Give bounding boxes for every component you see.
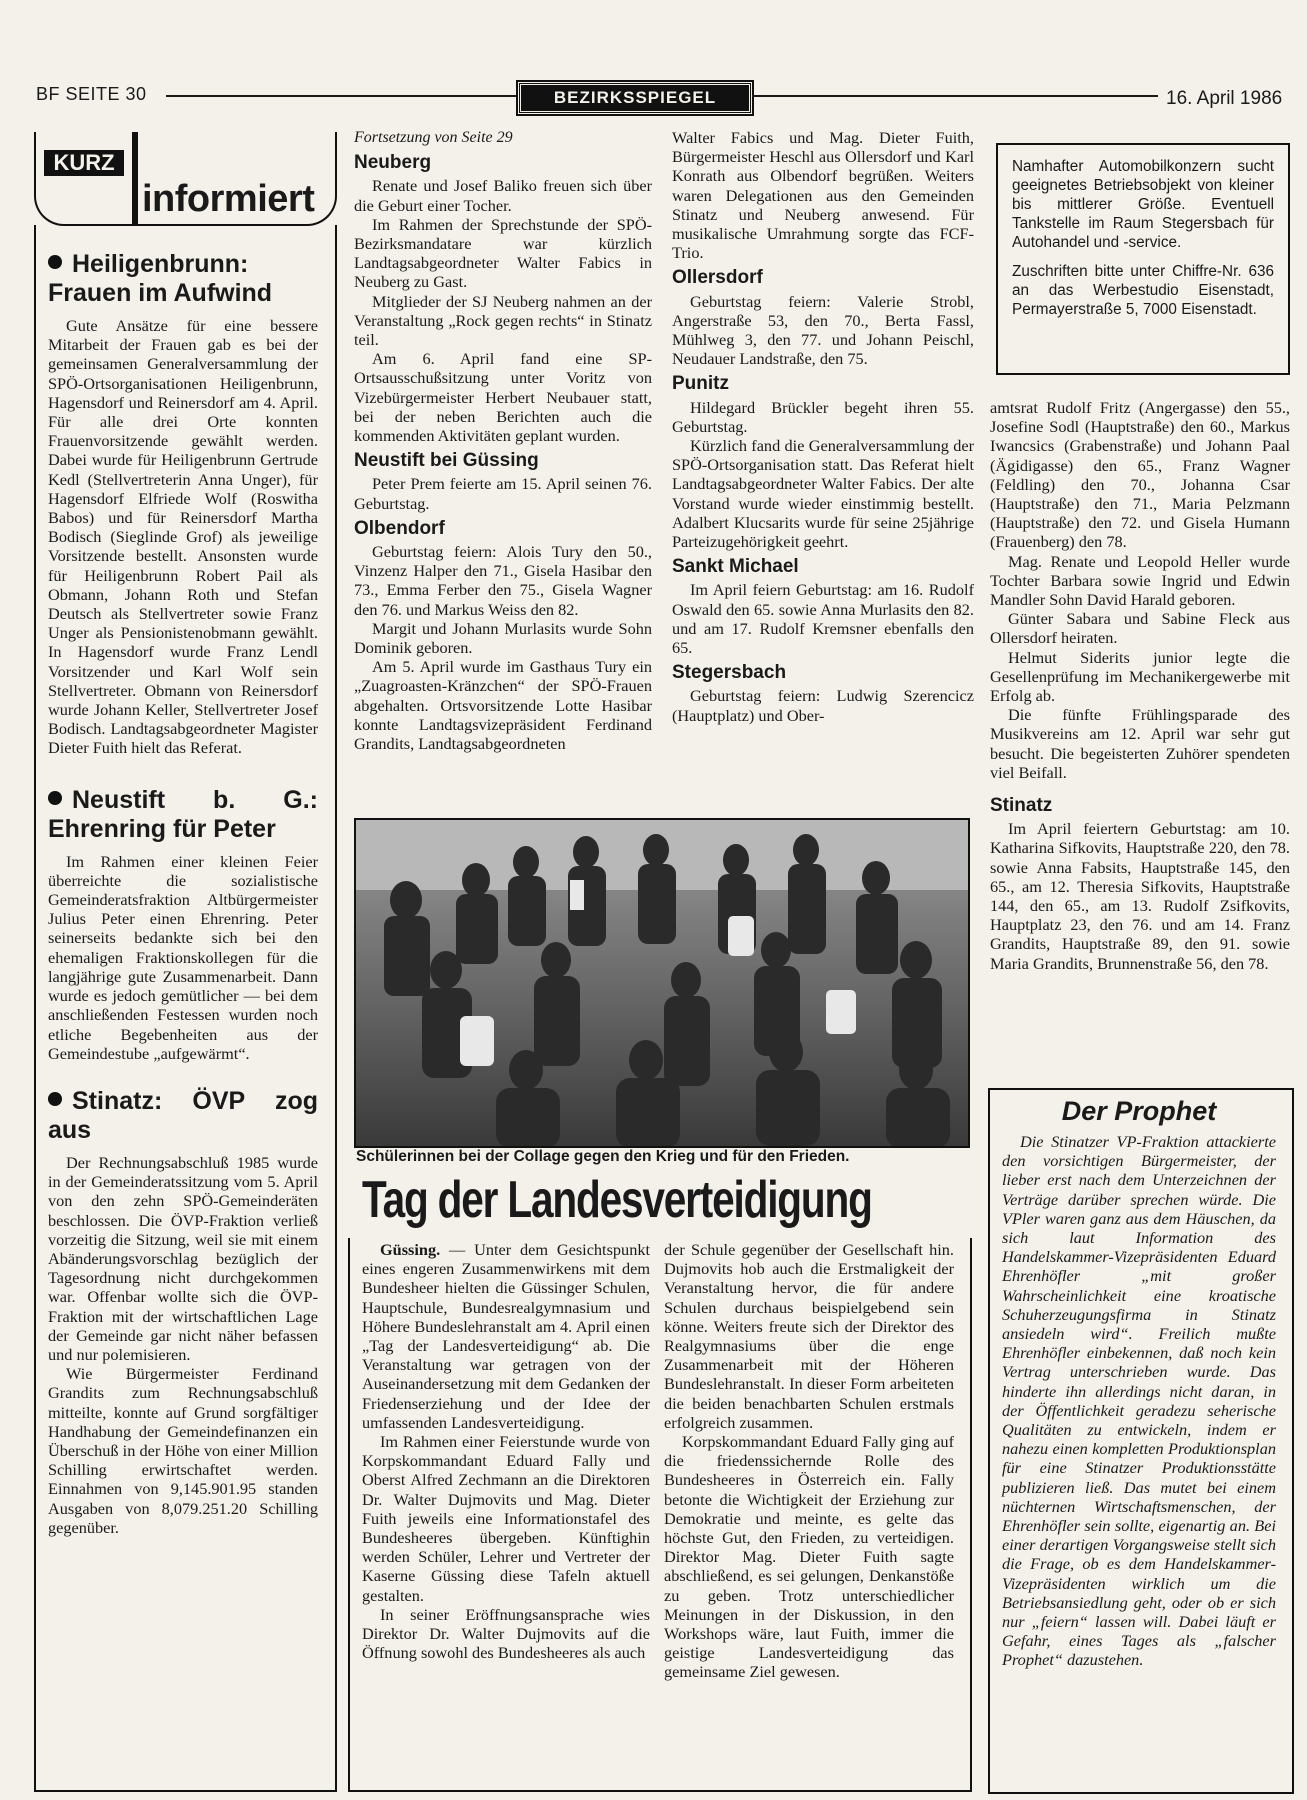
column-4-p5: Die fünfte Frühlingsparade des Musikvereins am 12. April war sehr gut besucht. Die begeisterten Zuhörer spendeten viel Beifall. bbox=[990, 705, 1290, 782]
classified-ad bbox=[996, 143, 1290, 375]
main-article-p4: der Schule gegenüber der Gesellschaft hin. Dujmovits hob auch die Erstmaligkeit der Veranstaltung hervor, die für andere Schulen durchaus beispielgebend sein könne. Weiters freute sich der Direktor des Realgymnasiums über die enge Zusammenarbeit mit der Höheren Bundeslehranstalt. In dieser Form arbeiteten die beiden benachbarten Schulen erstmals erfolgreich zusammen. bbox=[664, 1240, 954, 1432]
heading-stinatz: Stinatz bbox=[990, 795, 1053, 817]
column-3-intro: Walter Fabics und Mag. Dieter Fuith, Bürgermeister Heschl aus Ollersdorf und Karl Konrath aus Olbendorf begrüßen. Weiters waren Delegationen aus den Gemeinden Stinatz und Neuberg anwesend. Für musikalische Umrahmung sorgte das FCF-Trio. bbox=[672, 128, 974, 263]
kurz-label: KURZ bbox=[44, 150, 124, 176]
column-4-p3: Günter Sabara und Sabine Fleck aus Ollersdorf heiraten. bbox=[990, 609, 1290, 648]
column-2 bbox=[354, 128, 652, 753]
neuberg-p4: Am 6. April fand eine SP-Ortsausschußsitzung unter Voritz von Vizebürgermeister Herbert Neubauer statt, bei der neben Berichten auch die kommenden Aktivitäten geplant wurden. bbox=[354, 349, 652, 446]
column-4-p2: Mag. Renate und Leopold Heller wurde Tochter Barbara sowie Ingrid und Edwin Mandler Sohn David Harald geboren. bbox=[990, 551, 1290, 610]
column-4 bbox=[990, 398, 1290, 973]
heading-neustift: Neustift bei Güssing bbox=[354, 450, 539, 472]
heading-stegersbach: Stegersbach bbox=[672, 662, 787, 684]
header-rule-left bbox=[166, 95, 516, 97]
neuberg-p3: Mitglieder der SJ Neuberg nahmen an der Veranstaltung „Rock gegen rechts“ in Stinatz teil. bbox=[354, 291, 652, 350]
column-4-p1: amtsrat Rudolf Fritz (Angergasse) den 55., Josefine Sodl (Hauptstraße) den 60., Markus Iwancsics (Grabenstraße) und Johann Paal (Ägidigasse) den 65., Franz Wagner (Feldling) den 70., Johanna Csar (Hauptstraße) den 71., Maria Pelzmann (Hauptstraße) den 72. und Gisela Humann (Frauenberg) den 78. bbox=[990, 398, 1290, 552]
sankt-michael-p1: Im April feiern Geburtstag: am 16. Rudolf Oswald den 65. sowie Anna Murlasits den 82. und am 17. Rudolf Kremsner ebenfalls den 65. bbox=[672, 580, 974, 658]
heading-ollersdorf: Ollersdorf bbox=[672, 267, 763, 289]
photo-caption: Schülerinnen bei der Collage gegen den Krieg und für den Frieden. bbox=[356, 1148, 850, 1165]
main-headline: Tag der Landesverteidigung bbox=[362, 1171, 872, 1229]
bullet-icon bbox=[48, 1092, 62, 1106]
neuberg-p2: Im Rahmen der Sprechstunde der SPÖ-Bezirksmandatare war kürzlich Landtagsabgeordneter Walter Fabics in Neuberg zu Gast. bbox=[354, 214, 652, 292]
prophet-body: Die Stinatzer VP-Fraktion attackierte den vorsichtigen Bürgermeister, der lieber erst nach dem Unterzeichnen der Verträge darüber sprechen würde. Die VPler waren ganz aus dem Häuschen, da sich laut Information des Handelskammer-Vizepräsidenten Eduard Ehrenhöfler „mit großer Wahrscheinlichkeit eine kroatische Schuherzeugungsfirma in Stinatz ansiedeln wird“. Freilich mußte Ehrenhöfler einbekennen, daß noch kein Vertrag unterschrieben wurde. Das hinderte ihn allerdings nicht daran, in der Öffentlichkeit geradezu seherische Qualitäten zu entwickeln, indem er nahezu einen kompletten Produktionsplan für eine Stinatzer Produktionsstätte publizieren ließ. Das mutet bei einem nüchternen Wirtschaftsmenschen, der Ehrenhöfler sein sollte, eigenartig an. Bei einer derartigen Vorgangsweise stellt sich die Frage, ob es dem Handelskammer-Vizepräsidenten wirklich um die Betriebsansiedlung geht, oder ob er sich nur „feiern“ lassen will. Dabei läuft er Gefahr, eines Tages als „falscher Prophet“ dazustehen. bbox=[1002, 1132, 1276, 1670]
header-rule-right bbox=[752, 95, 1158, 97]
prophet-column bbox=[1002, 1132, 1276, 1670]
olbendorf-p3: Am 5. April wurde im Gasthaus Tury ein „Zuagroasten-Kränzchen“ der SPÖ-Frauen abgehalten. Ortsvorsitzende Lotte Hasibar konnte Landtagsvizepräsident Ferdinand Grandits, Landtagsabgeordneten bbox=[354, 657, 652, 754]
bullet-icon bbox=[48, 255, 62, 269]
ad-contact: Zuschriften bitte unter Chiffre-Nr. 636 an das Werbestudio Eisenstadt, Permayerstraße 5, 7000 Eisenstadt. bbox=[1012, 263, 1274, 318]
ollersdorf-p1: Geburtstag feiern: Valerie Strobl, Angerstraße 53, den 70., Berta Fassl, Mühlweg 3, den 77. und Johann Peischl, Neudauer Landstraße, den 75. bbox=[672, 291, 974, 369]
stinatz-p1: Im April feiertern Geburtstag: am 10. Katharina Sifkovits, Hauptstraße 220, den 78. sowie Anna Fabsits, Hauptstraße 145, den 65., am 12. Theresia Sifkovits, Hauptstraße 144, den 65., am 13. Rudolf Zsifkovits, Hauptplatz 23, den 76. und am 14. Franz Grandits, Hauptstraße 89, den 91. sowie Maria Grandits, Brunnenstraße 56, den 78. bbox=[990, 819, 1290, 973]
bullet-icon bbox=[48, 791, 62, 805]
heading-neuberg: Neuberg bbox=[354, 152, 432, 174]
ad-text: Namhafter Automobilkonzern sucht geeignetes Betriebsobjekt von kleiner bis mittlerer Größe. Eventuell Tankstelle im Raum Stegersbach für Autohandel und -service. bbox=[1012, 158, 1274, 251]
punitz-p1: Hildegard Brückler begeht ihren 55. Geburtstag. bbox=[672, 397, 974, 436]
heading-sankt-michael: Sankt Michael bbox=[672, 556, 799, 578]
main-article-p3: In seiner Eröffnungsansprache wies Direktor Dr. Walter Dujmovits auf die Öffnung sowohl des Bundesheeres als auch bbox=[362, 1604, 650, 1663]
heading-olbendorf: Olbendorf bbox=[354, 517, 445, 539]
headline-stinatz: Stinatz: ÖVP zog aus bbox=[48, 1086, 318, 1144]
heading-punitz: Punitz bbox=[672, 373, 729, 395]
section-masthead: BEZIRKSSPIEGEL bbox=[518, 82, 752, 114]
kurz-divider bbox=[132, 132, 138, 224]
article-stinatz-p1: Der Rechnungsabschluß 1985 wurde in der Gemeinderatssitzung vom 5. April von den zehn SPÖ-Gemeinderäten beschlossen. Die ÖVP-Fraktion verließ vorzeitig die Sitzung, weil sie mit einem Abänderungsvorschlag bezüglich der Tagesordnung nicht durchgekommen war. Offenbar wollte sich die ÖVP-Fraktion mit der wirtschaftlichen Lage der Gemeinde gar nicht näher befassen und nur polemisieren. bbox=[48, 1152, 318, 1364]
main-article-col-b bbox=[664, 1240, 954, 1682]
issue-date: 16. April 1986 bbox=[1166, 88, 1283, 109]
column-3 bbox=[672, 128, 974, 725]
photo-students-collage bbox=[354, 818, 970, 1148]
olbendorf-p1: Geburtstag feiern: Alois Tury den 50., Vinzenz Halper den 71., Gisela Hasibar den 73., Emma Ferber den 75., Gisela Wagner den 76. und Markus Weiss den 82. bbox=[354, 542, 652, 619]
dateline: Güssing. bbox=[380, 1240, 441, 1259]
main-article-p1: Güssing. — Unter dem Gesichtspunkt eines engeren Zusammenwirkens mit dem Bundesheer hielten die Güssinger Schulen, Hauptschule, Bundesrealgymnasium und Höhere Bundeslehranstalt am 4. April einen „Tag der Landesverteidigung“ ab. Die Veranstaltung war getragen von der Auseinandersetzung mit dem Gedanken der Friedenserziehung und der Idee der umfassenden Landesverteidigung. bbox=[362, 1240, 651, 1432]
left-column bbox=[48, 246, 318, 1537]
kurz-title: informiert bbox=[142, 178, 315, 220]
headline-heiligenbrunn: Heiligenbrunn: Frauen im Aufwind bbox=[48, 250, 273, 307]
main-article-col-a bbox=[362, 1240, 650, 1662]
photo-image bbox=[356, 820, 968, 1146]
continuation-note: Fortsetzung von Seite 29 bbox=[354, 129, 513, 146]
olbendorf-p2: Margit und Johann Murlasits wurde Sohn Dominik geboren. bbox=[354, 618, 652, 658]
article-neustift: Im Rahmen einer kleinen Feier überreichte die sozialistische Gemeinderatsfraktion Altbürgermeister Julius Peter einen Ehrenring. Peter seinerseits bedankte sich bei den ehemaligen Fraktionskollegen für die langjährige gute Zusammenarbeit. Dann wurde es jedoch gemütlicher — bei dem anschließenden Festessen wurden noch etliche Begebenheiten aus der Gemeindestube „aufgewärmt“. bbox=[48, 851, 318, 1063]
main-article-p5: Korpskommandant Eduard Fally ging auf die friedenssichernde Rolle des Bundesheeres in Österreich ein. Fally betonte die Wichtigkeit der Erziehung zur Demokratie und meinte, es gelte das höchste Gut, den Frieden, zu verteidigen. Direktor Mag. Dieter Fuith sagte abschließend, es sei gelungen, Denkanstöße zu geben. Trotz unterschiedlicher Meinungen in der Diskussion, in den Workshops wäre, laut Fuith, immer die geistige Landesverteidigung das gemeinsame Ziel gewesen. bbox=[664, 1432, 954, 1682]
punitz-p2: Kürzlich fand die Generalversammlung der SPÖ-Ortsorganisation statt. Das Referat hielt Landtagsabgeordneter Walter Fabics. Der alte Vorstand wurde wieder einstimmig bestellt. Adalbert Klucsarits wurde für seine 25jährige Parteizugehörigkeit geehrt. bbox=[672, 436, 974, 552]
article-heiligenbrunn: Gute Ansätze für eine bessere Mitarbeit der Frauen gab es bei der gemeinsamen Generalversammlung der SPÖ-Ortsorganisationen Heiligenbrunn, Hagensdorf und Reinersdorf am 4. April. Für alle drei Orte konnten Frauenvorsitzende gewählt werden. Dabei wurde für Heiligenbrunn Gertrude Kedl (Stellvertreterin Anna Unger), für Hagensdorf Elfriede Wolf (Roswitha Babos) und für Reinersdorf Martha Bodisch (Sieglinde Grof) als jeweilige Vorsitzende bestellt. Ansonsten wurde für Heiligenbrunn Robert Pail als Obmann, Johann Roth und Stefan Deutsch als Stellvertreter sowie Franz Unger als Pensionistenobmann gewählt. In Hagensdorf wurde Franz Lendl Vorsitzender und Karl Wolf sein Stellvertreter. Obmann von Reinersdorf wurde Johann Keller, Stellvertreter Josef Bodisch. Landtagsabgeordneter Magister Dieter Fuith hielt das Referat. bbox=[48, 316, 318, 758]
neuberg-p1: Renate und Josef Baliko freuen sich über die Geburt einer Tocher. bbox=[354, 176, 652, 215]
main-article-p2: Im Rahmen einer Feierstunde wurde von Korpskommandant Eduard Fally und Oberst Alfred Zechmann an die Direktoren Dr. Walter Dujmovits und Mag. Dieter Fuith jeweils eine Informationstafel des Bundesheeres übergeben. Künftighin werden Schüler, Lehrer und Vertreter der Kaserne Güssing diese Tafeln aktuell gestalten. bbox=[362, 1432, 650, 1605]
article-stinatz-p2: Wie Bürgermeister Ferdinand Grandits zum Rechnungsabschluß mitteilte, konnte auf Grund sorgfältiger Handhabung der Gemeindefinanzen ein Überschuß in der Höhe von einer Million Schilling erwirtschaftet werden. Einnahmen von 9,145.901.95 standen Ausgaben von 8,079.251.20 Schilling gegenüber. bbox=[48, 1364, 318, 1537]
headline-neustift: Neustift b. G.: Ehrenring für Peter bbox=[48, 785, 318, 843]
column-4-p4: Helmut Siderits junior legte die Gesellenprüfung im Mechanikergewerbe mit Erfolg ab. bbox=[990, 647, 1290, 706]
neustift-p1: Peter Prem feierte am 15. April seinen 76. Geburtstag. bbox=[354, 474, 652, 513]
page-label: BF SEITE 30 bbox=[36, 84, 147, 104]
stegersbach-p1: Geburtstag feiern: Ludwig Szerencicz (Hauptplatz) und Ober- bbox=[672, 686, 974, 725]
prophet-title: Der Prophet bbox=[1061, 1096, 1217, 1126]
